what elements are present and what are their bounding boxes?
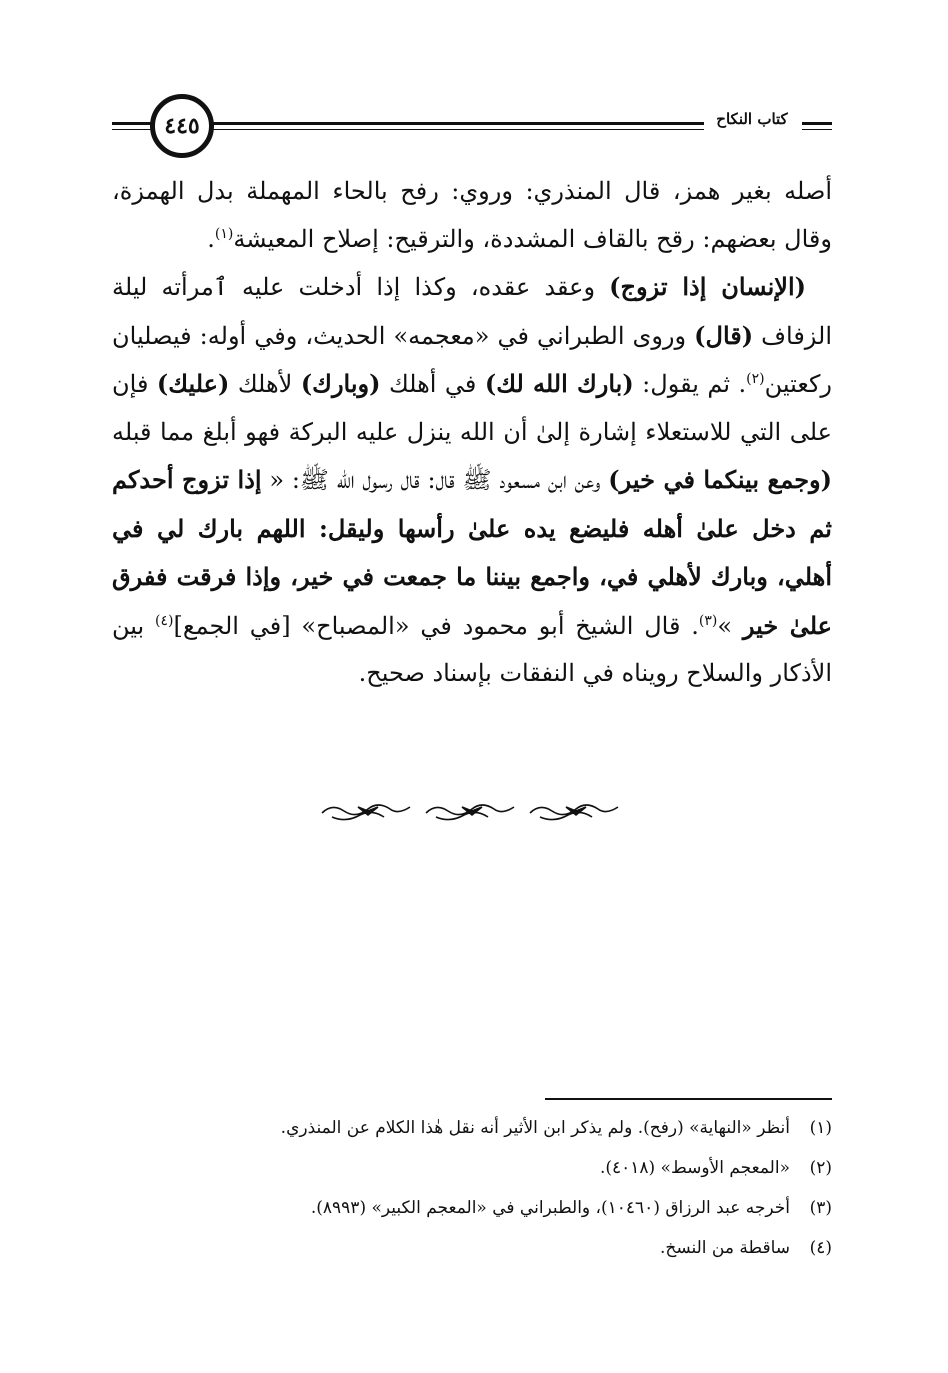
ornament-motif bbox=[426, 805, 514, 820]
text-run: (قال) bbox=[694, 320, 754, 350]
ornament-motif bbox=[530, 805, 618, 820]
text-run: وعن ابن مسعود ﷺ قال: قال رسول الله ﷺ: « bbox=[261, 466, 609, 494]
text-run: وروى الطبراني في «معجمه» الحديث، وفي أوله: فيصليان ركعتين bbox=[112, 321, 832, 398]
text-run: (الإنسان إذا تزوج) bbox=[609, 272, 806, 301]
footnote-text: أنظر «النهاية» (رفح). ولم يذكر ابن الأثير أنه نقل هٰذا الكلام عن المنذري. bbox=[280, 1118, 790, 1138]
text-run: لأهلك bbox=[229, 370, 301, 398]
footnotes bbox=[112, 1108, 832, 1268]
footnote-ref: (٤) bbox=[155, 612, 174, 629]
ornament-motif bbox=[322, 805, 410, 820]
footnote bbox=[112, 1188, 832, 1228]
text-run: . bbox=[207, 224, 215, 253]
text-run: وعقد عقده، وكذا إذا أدخلت عليه ٱمرأته ليلة الزفاف bbox=[112, 273, 833, 350]
header-rule bbox=[212, 122, 704, 125]
text-run: في أهلك bbox=[380, 370, 485, 398]
footnote bbox=[112, 1228, 832, 1268]
footnote-number: (٢) bbox=[809, 1158, 832, 1178]
page-header bbox=[112, 92, 832, 164]
footnote-number: (٤) bbox=[809, 1238, 832, 1258]
footnote-number: (٣) bbox=[809, 1198, 832, 1218]
running-title: كتاب النكاح bbox=[716, 110, 788, 128]
text-run: أصله بغير همز، قال المنذري: وروي: رفح بالحاء المهملة بدل الهمزة، bbox=[112, 177, 832, 205]
text-run: . قال الشيخ أبو محمود في «المصباح» [في الجمع] bbox=[173, 611, 699, 640]
text-run: » bbox=[717, 611, 743, 640]
footnote-separator bbox=[545, 1098, 832, 1100]
text-run: (عليك) bbox=[156, 369, 230, 398]
footnote-text: أخرجه عبد الرزاق (١٠٤٦٠)، والطبراني في «المعجم الكبير» (٨٩٩٣). bbox=[310, 1198, 790, 1218]
text-run: (وبارك) bbox=[300, 369, 381, 398]
main-text bbox=[112, 168, 832, 698]
header-rule bbox=[212, 129, 704, 130]
hadith-text: إذا تزوج أحدكم ثم دخل علىٰ أهله فليضع يده علىٰ رأسها وليقل: اللهم بارك لي في أهلي، وبارك لأهلي في، واجمع بيننا ما جمعت في خير، وإذا فرقت ففرق علىٰ خير bbox=[112, 465, 833, 640]
footnote-ref: (٣) bbox=[698, 612, 718, 629]
paragraph-2 bbox=[112, 263, 832, 698]
footnote-ref: (١) bbox=[214, 225, 234, 242]
text-run: بين الأذكار والسلاح رويناه في النفقات بإسناد صحيح. bbox=[112, 611, 832, 687]
ornament-divider bbox=[318, 797, 630, 825]
footnote-ref: (٢) bbox=[746, 371, 765, 387]
text-run: (بارك الله لك) bbox=[484, 369, 634, 398]
text-run: وقال بعضهم: رقح بالقاف المشددة، والترقيح: إصلاح المعيشة bbox=[233, 224, 832, 253]
page-number: ٤٤٥ bbox=[150, 94, 214, 158]
footnote-number: (١) bbox=[809, 1118, 832, 1138]
header-rule bbox=[802, 122, 832, 125]
text-run: . ثم يقول: bbox=[633, 370, 747, 398]
footnote bbox=[112, 1148, 832, 1188]
header-rule bbox=[802, 129, 832, 130]
footnote-text: ساقطة من النسخ. bbox=[659, 1238, 790, 1258]
text-run: (وجمع بينكما في خير) bbox=[608, 465, 832, 494]
text-run: فإن على التي للاستعلاء إشارة إلىٰ أن الله ينزل عليه البركة فهو أبلغ مما قبله bbox=[112, 370, 833, 446]
paragraph-1 bbox=[112, 168, 832, 263]
footnote-text: «المعجم الأوسط» (٤٠١٨). bbox=[599, 1158, 790, 1178]
footnote bbox=[112, 1108, 832, 1148]
